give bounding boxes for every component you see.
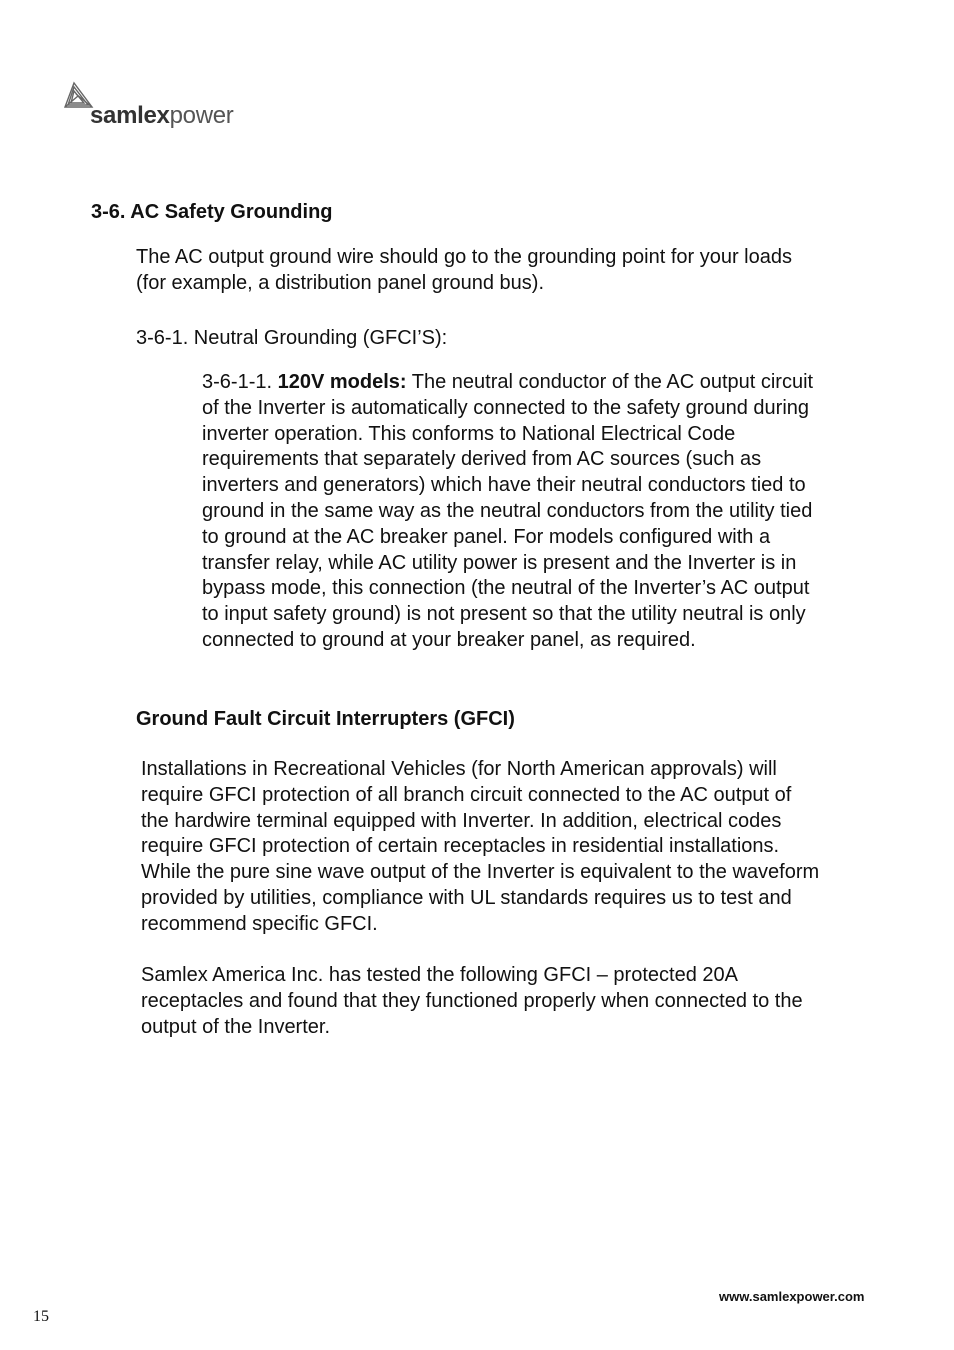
- intro-paragraph: [136, 245, 916, 296]
- intro-line: (for example, a distribution panel ground bus).: [136, 271, 545, 294]
- intro-line: The AC output ground wire should go to the grounding point for your loads: [136, 246, 792, 268]
- item-line: ground in the same way as the neutral conductors from the utility tied: [202, 499, 813, 522]
- item-line: bypass mode, this connection (the neutral of the Inverter’s AC output: [202, 577, 810, 600]
- item-line: to ground at the AC breaker panel. For models configured with a: [202, 525, 771, 548]
- gfci-line: require GFCI protection of all branch circuit connected to the AC output of: [141, 783, 792, 806]
- gfci-line: Samlex America Inc. has tested the following GFCI – protected 20A: [141, 964, 738, 986]
- logo-brand-bold: samlex: [90, 102, 170, 129]
- item-label: 120V models:: [277, 371, 407, 393]
- gfci-line: provided by utilities, compliance with UL standards requires us to test and: [141, 886, 792, 909]
- item-line: to input safety ground) is not present so that the utility neutral is only: [202, 603, 806, 626]
- gfci-line: Installations in Recreational Vehicles (for North American approvals) will: [141, 758, 777, 780]
- samlexpower-logo: [62, 80, 322, 140]
- gfci-paragraph-1: [141, 757, 931, 938]
- gfci-line: recommend specific GFCI.: [141, 912, 378, 935]
- item-line: inverters and generators) which have their neutral conductors tied to: [202, 474, 806, 497]
- logo-brand-light: power: [169, 102, 234, 129]
- item-line: requirements that separately derived from AC sources (such as: [202, 448, 762, 471]
- item-line: of the Inverter is automatically connected to the safety ground during: [202, 396, 810, 419]
- item-first-line: [202, 370, 914, 396]
- gfci-line: receptacles and found that they functioned properly when connected to the: [141, 989, 803, 1012]
- subsection-heading: 3-6-1. Neutral Grounding (GFCI’S):: [136, 327, 448, 349]
- gfci-line: output of the Inverter.: [141, 1015, 331, 1038]
- gfci-line: the hardwire terminal equipped with Inverter. In addition, electrical codes: [141, 809, 782, 832]
- footer-url: www.samlexpower.com: [719, 1289, 865, 1304]
- item-number: 3-6-1-1.: [202, 371, 273, 393]
- item-line: inverter operation. This conforms to National Electrical Code: [202, 422, 736, 445]
- neutral-grounding-paragraph: [202, 370, 914, 654]
- gfci-line: require GFCI protection of certain receptacles in residential installations.: [141, 835, 780, 858]
- gfci-paragraph-2: [141, 963, 921, 1040]
- item-first-line-rest: The neutral conductor of the AC output circuit: [406, 371, 814, 393]
- item-line: connected to ground at your breaker panel, as required.: [202, 628, 696, 651]
- section-heading: 3-6. AC Safety Grounding: [91, 201, 333, 223]
- gfci-line: While the pure sine wave output of the Inverter is equivalent to the waveform: [141, 861, 820, 884]
- page-number: 15: [33, 1308, 49, 1325]
- logo-wordmark: [90, 104, 233, 128]
- gfci-heading: Ground Fault Circuit Interrupters (GFCI): [136, 708, 515, 730]
- item-line: transfer relay, while AC utility power is present and the Inverter is in: [202, 551, 797, 574]
